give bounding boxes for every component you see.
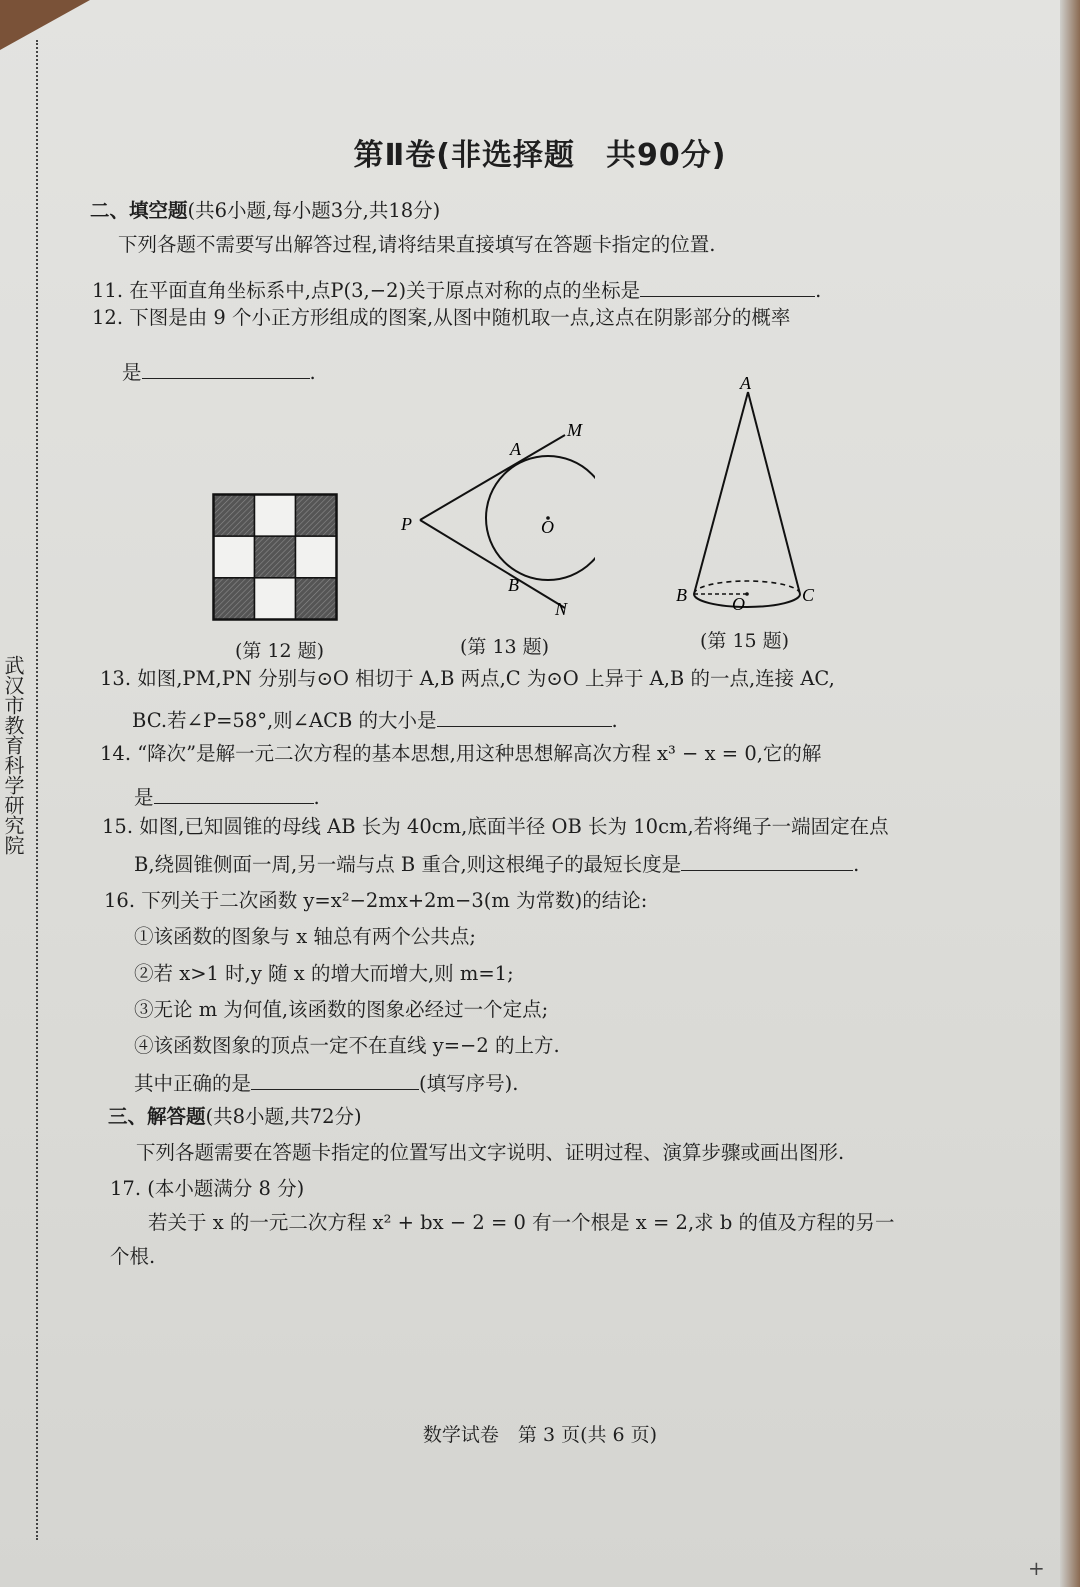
section2-header <box>90 198 440 224</box>
q14-answer-blank <box>154 783 314 804</box>
binding-dotted-line <box>36 40 38 1540</box>
q15-line2-text: B,绕圆锥侧面一周,另一端与点 B 重合,则这根绳子的最短长度是 <box>134 853 682 876</box>
q16-item-4: ④该函数图象的顶点一定不在直线 y=−2 的上方. <box>134 1034 560 1057</box>
fig15-label-O: O <box>732 594 745 614</box>
q12-cont: 是 <box>122 361 142 384</box>
table-edge <box>1060 0 1080 1587</box>
grid-cell-shaded <box>296 578 337 620</box>
q11-end: . <box>815 279 822 302</box>
section3-header-bold: 三、解答题 <box>108 1105 206 1128</box>
q16-answer-blank <box>251 1069 419 1090</box>
grid-cell-blank <box>296 536 337 578</box>
table-corner <box>0 0 90 50</box>
q16-item-2: ②若 x>1 时,y 随 x 的增大而增大,则 m=1; <box>134 962 514 985</box>
q11-text: 11. 在平面直角坐标系中,点P(3,−2)关于原点对称的点的坐标是 <box>92 279 641 302</box>
figure-13-tangent-circle <box>395 415 595 625</box>
grid-cell-blank <box>214 536 255 578</box>
question-16-intro: 16. 下列关于二次函数 y=x²−2mx+2m−3(m 为常数)的结论: <box>104 889 648 912</box>
q12-end: . <box>309 361 316 384</box>
fig13-label-B: B <box>508 575 519 595</box>
q13-end: . <box>611 709 618 732</box>
fig13-label-P: P <box>401 514 412 534</box>
q13-answer-blank <box>437 706 612 727</box>
binding-institution-text: 武汉市教育科学研究院 <box>1 655 25 855</box>
grid-cell-blank <box>255 578 296 620</box>
page-footer: 数学试卷 第 3 页(共 6 页) <box>422 1424 658 1446</box>
section2-instruction: 下列各题不需要写出解答过程,请将结果直接填写在答题卡指定的位置. <box>118 233 716 256</box>
figure-12-caption: (第 12 题) <box>235 640 325 662</box>
section3-header <box>108 1104 362 1130</box>
q14-end: . <box>313 786 320 809</box>
question-13-line1: 13. 如图,PM,PN 分别与⊙O 相切于 A,B 两点,C 为⊙O 上异于 A,B 的一点,连接 AC, <box>100 667 835 690</box>
q16-item-3: ③无论 m 为何值,该函数的图象必经过一个定点; <box>134 998 549 1021</box>
section2-header-rest: (共6小题,每小题3分,共18分) <box>187 199 441 222</box>
crop-mark: + <box>1028 1556 1045 1580</box>
fig15-label-B: B <box>676 585 687 605</box>
fig13-label-N: N <box>555 599 568 619</box>
grid-cell-shaded <box>255 536 296 578</box>
grid-cell-shaded <box>214 495 255 537</box>
grid-cell-shaded <box>214 578 255 620</box>
q12-answer-blank <box>142 358 310 379</box>
q16-answer-prefix: 其中正确的是 <box>134 1072 252 1095</box>
question-13-line2 <box>132 706 618 734</box>
fig13-label-A: A <box>510 439 521 459</box>
question-15-line2 <box>134 850 859 878</box>
q16-answer <box>134 1069 518 1097</box>
q16-item-1: ①该函数的图象与 x 轴总有两个公共点; <box>134 925 476 948</box>
q16-answer-suffix: (填写序号). <box>419 1072 519 1095</box>
fig15-label-C: C <box>802 585 815 605</box>
q14-line2-text: 是 <box>134 786 154 809</box>
section3-header-rest: (共8小题,共72分) <box>205 1105 362 1128</box>
page-title: 第Ⅱ卷(非选择题 共90分) <box>353 138 727 173</box>
section3-instruction: 下列各题需要在答题卡指定的位置写出文字说明、证明过程、演算步骤或画出图形. <box>136 1141 845 1164</box>
grid-cell-blank <box>255 495 296 537</box>
fig13-label-O: O <box>541 517 554 537</box>
question-14-line1: 14. “降次”是解一元二次方程的基本思想,用这种思想解高次方程 x³ − x = 0,它的解 <box>100 742 822 765</box>
question-12-cont <box>122 358 316 386</box>
question-11 <box>92 276 821 304</box>
figure-15-caption: (第 15 题) <box>700 630 790 652</box>
section2-header-bold: 二、填空题 <box>90 199 188 222</box>
fig13-label-M: M <box>567 420 582 440</box>
figure-13-caption: (第 13 题) <box>460 636 550 658</box>
grid-cells <box>214 495 337 620</box>
question-17-line1: 若关于 x 的一元二次方程 x² + bx − 2 = 0 有一个根是 x = 2,求 b 的值及方程的另一 <box>148 1211 895 1234</box>
q15-end: . <box>853 853 860 876</box>
grid-cell-shaded <box>296 495 337 537</box>
q13-line2-text: BC.若∠P=58°,则∠ACB 的大小是 <box>132 709 437 732</box>
question-12: 12. 下图是由 9 个小正方形组成的图案,从图中随机取一点,这点在阴影部分的概率 <box>92 306 791 329</box>
question-17-line2: 个根. <box>110 1245 156 1268</box>
question-15-line1: 15. 如图,已知圆锥的母线 AB 长为 40cm,底面半径 OB 长为 10cm,若将绳子一端固定在点 <box>102 815 889 838</box>
figure-12-grid <box>212 493 340 623</box>
q11-answer-blank <box>640 276 815 297</box>
question-17-label: 17. (本小题满分 8 分) <box>110 1177 305 1200</box>
q15-answer-blank <box>681 850 853 871</box>
figure-15-cone <box>670 372 830 617</box>
fig15-label-A: A <box>740 373 751 393</box>
question-14-line2 <box>134 783 320 811</box>
